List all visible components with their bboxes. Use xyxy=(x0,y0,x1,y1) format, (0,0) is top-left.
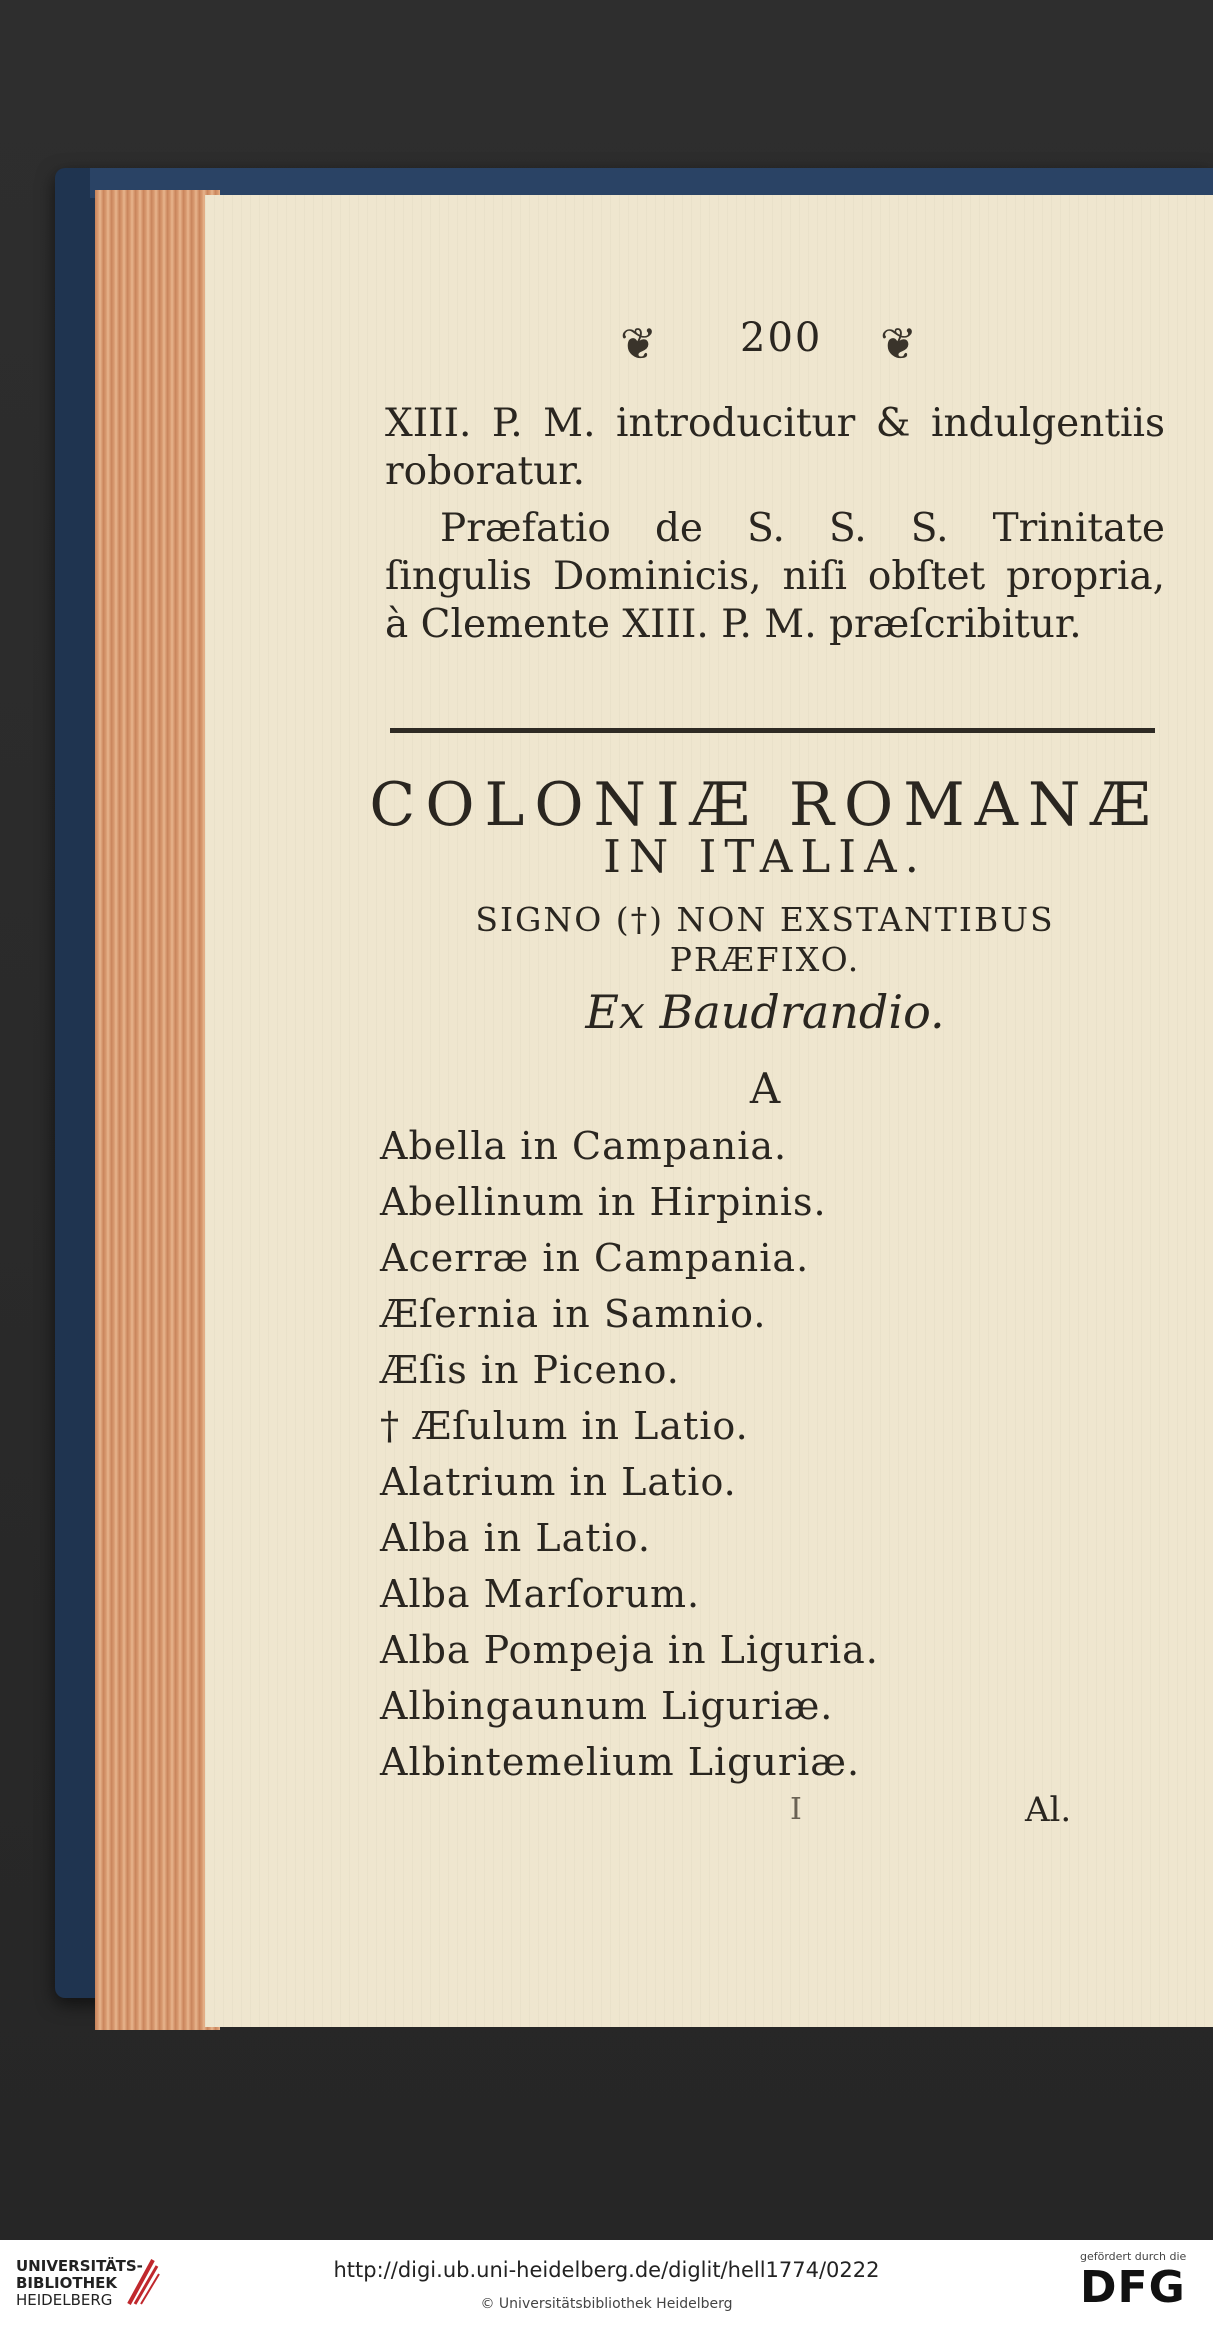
section-note xyxy=(330,900,1200,980)
list-item: Alba Pompeja in Liguria. xyxy=(380,1628,879,1672)
section-note-line1: SIGNO (†) NON EXSTANTIBUS xyxy=(475,900,1055,939)
ornament-right-icon: ❦ xyxy=(880,319,917,370)
section-title: COLONIÆ ROMANÆ xyxy=(369,770,1161,840)
logo-line2: BIBLIOTHEK xyxy=(16,2274,117,2292)
page-header xyxy=(620,315,940,375)
list-item: Alba Marſorum. xyxy=(380,1572,701,1616)
list-item: Abellinum in Hirpinis. xyxy=(380,1180,827,1224)
list-item: Acerræ in Campania. xyxy=(380,1236,810,1280)
dfg-logo[interactable]: DFG xyxy=(1080,2262,1186,2313)
list-item: Æſernia in Samnio. xyxy=(380,1292,767,1336)
section-note-line2: PRÆFIXO. xyxy=(669,940,861,979)
list-item: † Æſulum in Latio. xyxy=(380,1404,749,1448)
list-item: Abella in Campania. xyxy=(380,1124,788,1168)
signature-mark: I xyxy=(790,1792,802,1827)
ornament-left-icon: ❦ xyxy=(620,319,657,370)
section-rule xyxy=(390,728,1155,733)
paragraph-2: Præfatio de S. S. S. Trinitate ſingulis Dominicis, niſi obſtet propria, à Clemente XIII. P. M. præſcribitur. xyxy=(385,506,1165,647)
permalink-url[interactable]: http://digi.ub.uni-heidelberg.de/diglit/hell1774/0222 xyxy=(333,2258,880,2282)
list-item: Albingaunum Liguriæ. xyxy=(380,1684,834,1728)
colonies-list xyxy=(380,1118,879,1790)
section-subtitle: IN ITALIA. xyxy=(603,830,927,883)
logo-line3: HEIDELBERG xyxy=(16,2291,113,2309)
book-cover-top xyxy=(90,168,1213,198)
list-item: Alatrium in Latio. xyxy=(380,1460,737,1504)
list-item: Alba in Latio. xyxy=(380,1516,651,1560)
page-number: 200 xyxy=(740,315,823,361)
catchword: Al. xyxy=(1025,1790,1072,1830)
paragraph-1: XIII. P. M. introducitur & indulgentiis roboratur. xyxy=(385,401,1165,494)
list-item: Æſis in Piceno. xyxy=(380,1348,680,1392)
viewer-footer xyxy=(0,2240,1213,2326)
list-item: Albintemelium Liguriæ. xyxy=(380,1740,861,1784)
logo-line1: UNIVERSITÄTS- xyxy=(16,2257,143,2275)
page-edges xyxy=(95,190,220,2030)
letter-heading: A xyxy=(749,1064,781,1113)
funding-note: gefördert durch die xyxy=(1080,2250,1187,2263)
source-line: Ex Baudrandio. xyxy=(585,985,945,1039)
copyright-notice: © Universitätsbibliothek Heidelberg xyxy=(480,2296,733,2312)
